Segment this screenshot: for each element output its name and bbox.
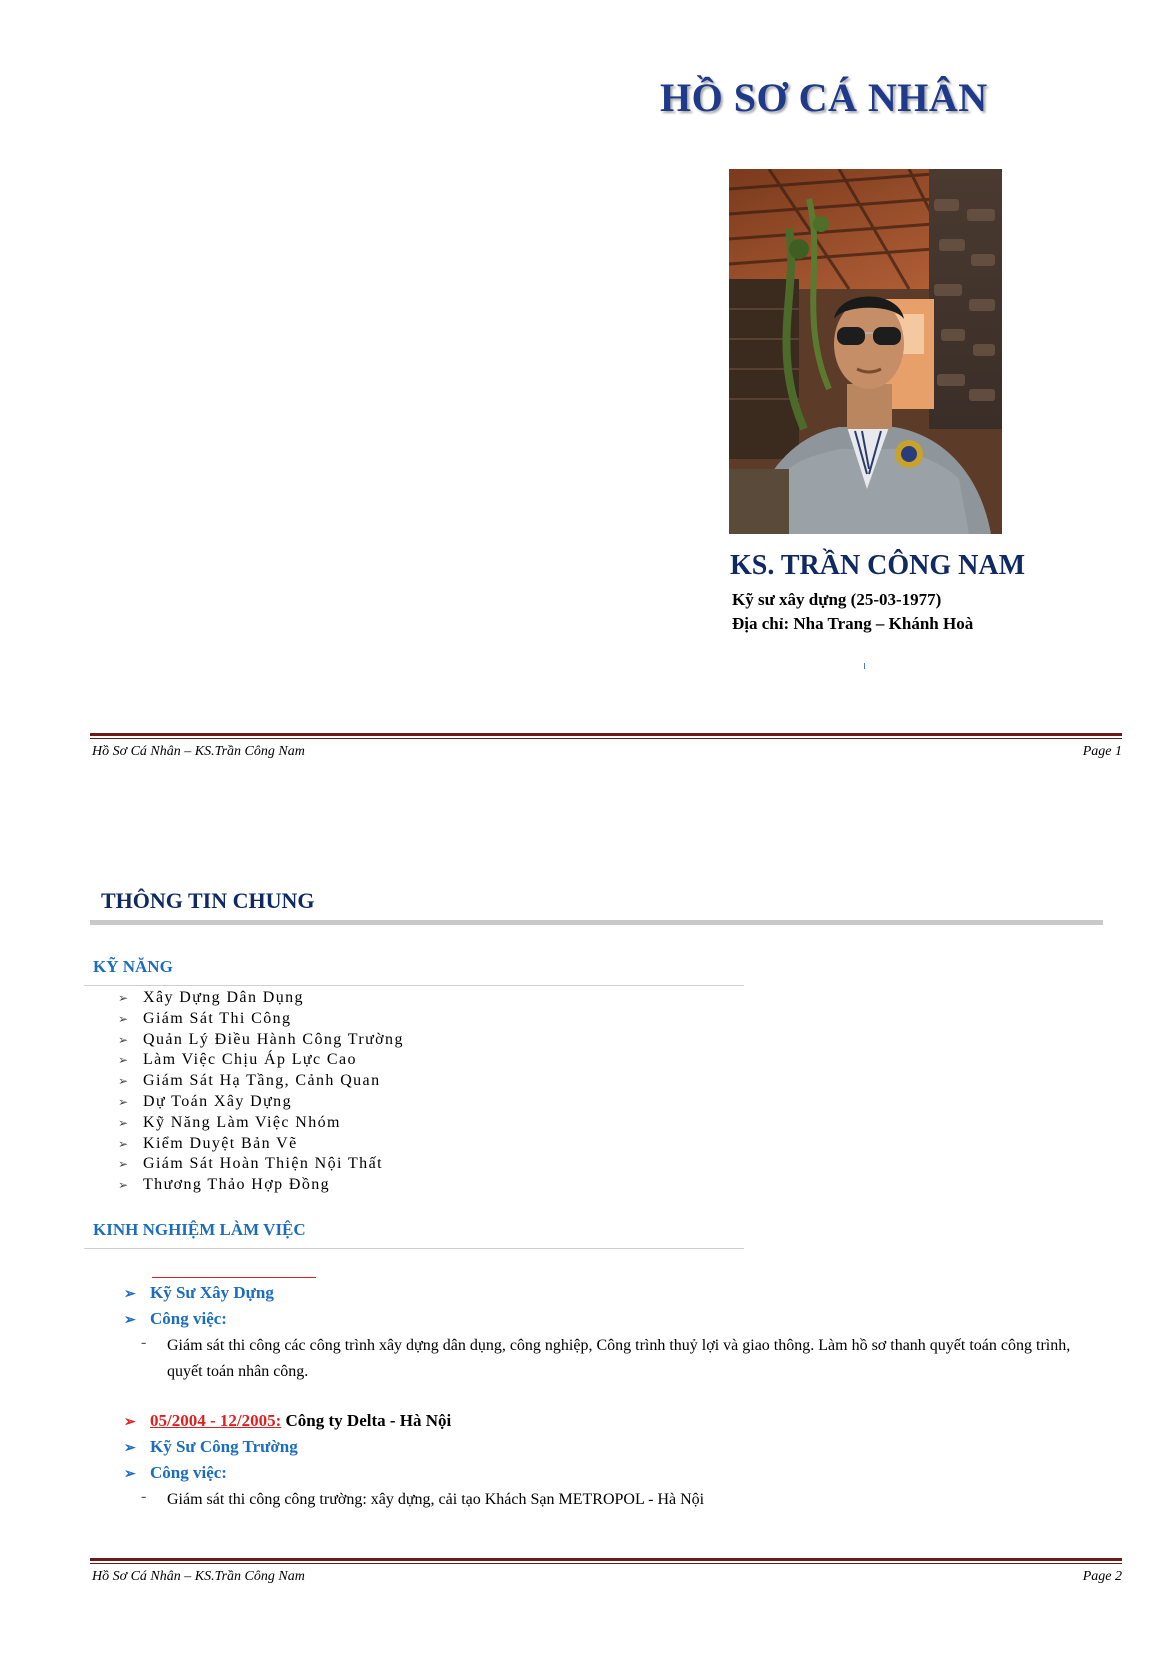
dash-bullet-icon: -: [141, 1488, 147, 1505]
job2-company: Công ty Delta - Hà Nội: [285, 1411, 452, 1430]
arrow-bullet-icon: ➢: [124, 1415, 136, 1430]
arrow-bullet-icon: ➢: [124, 1313, 136, 1328]
skill-item: ➢ Giám Sát Thi Công: [118, 1009, 404, 1030]
footer-page-number: Page 2: [1082, 1569, 1122, 1584]
arrow-bullet-icon: ➢: [118, 1053, 129, 1068]
job2-position: ➢ Kỹ Sư Công Trường: [124, 1437, 298, 1456]
skill-item: ➢ Thương Thảo Hợp Đồng: [118, 1175, 404, 1196]
arrow-bullet-icon: ➢: [118, 1115, 129, 1130]
job1-duty-text: Giám sát thi công các công trình xây dựng dân dụng, công nghiệp, Công trình thuỷ lợi và giao thông. Làm hồ sơ thanh quyết toán công trình, quyết toán nhân công.: [167, 1337, 1071, 1380]
skill-item: ➢ Giám Sát Hạ Tầng, Cảnh Quan: [118, 1071, 404, 1092]
experience-heading: KINH NGHIỆM LÀM VIỆC: [93, 1220, 306, 1239]
arrow-bullet-icon: ➢: [118, 991, 129, 1005]
person-name: KS. TRẦN CÔNG NAM: [730, 550, 1026, 581]
footer-document-name: Hồ Sơ Cá Nhân – KS.Trần Công Nam: [92, 744, 305, 759]
skill-item: ➢ Quản Lý Điều Hành Công Trường: [118, 1030, 404, 1051]
role-birthdate: Kỹ sư xây dựng (25-03-1977): [732, 590, 942, 609]
skill-item: ➢ Dự Toán Xây Dựng: [118, 1092, 404, 1113]
text-cursor-mark: [864, 663, 865, 669]
arrow-bullet-icon: ➢: [118, 1032, 129, 1047]
skills-list: [118, 988, 404, 1196]
footer-rule-thin: [90, 738, 1122, 739]
experience-divider: [84, 1248, 744, 1249]
arrow-bullet-icon: ➢: [124, 1441, 136, 1456]
job2-duties-label: ➢ Công việc:: [124, 1463, 227, 1482]
section-divider: [90, 920, 1103, 925]
document-title: HỒ SƠ CÁ NHÂN: [660, 75, 988, 120]
arrow-bullet-icon: ➢: [118, 1157, 129, 1172]
arrow-bullet-icon: ➢: [118, 1094, 129, 1109]
footer-page-number: Page 1: [1082, 744, 1122, 759]
arrow-bullet-icon: ➢: [118, 1011, 129, 1026]
footer-rule-thin: [90, 1563, 1122, 1564]
address-line: Địa chỉ: Nha Trang – Khánh Hoà: [732, 614, 974, 633]
arrow-bullet-icon: ➢: [124, 1287, 136, 1302]
job1-position: ➢ Kỹ Sư Xây Dựng: [124, 1283, 274, 1302]
job1-duties-label: ➢ Công việc:: [124, 1309, 227, 1328]
skill-item: ➢ Xây Dựng Dân Dụng: [118, 988, 404, 1009]
section-title: THÔNG TIN CHUNG: [101, 888, 315, 913]
dash-bullet-icon: -: [141, 1334, 147, 1351]
skills-divider: [84, 985, 744, 986]
skills-heading: KỸ NĂNG: [93, 957, 173, 976]
skill-item: ➢ Kỹ Năng Làm Việc Nhóm: [118, 1113, 404, 1134]
skill-item: ➢ Giám Sát Hoàn Thiện Nội Thất: [118, 1154, 404, 1175]
profile-photo: [729, 169, 1002, 534]
job2-date: 05/2004 - 12/2005:: [150, 1411, 282, 1430]
arrow-bullet-icon: ➢: [124, 1467, 136, 1482]
arrow-bullet-icon: ➢: [118, 1136, 129, 1151]
footer-document-name: Hồ Sơ Cá Nhân – KS.Trần Công Nam: [92, 1569, 305, 1584]
red-underline-mark: [152, 1277, 316, 1278]
skill-item: ➢ Làm Việc Chịu Áp Lực Cao: [118, 1050, 404, 1071]
arrow-bullet-icon: ➢: [118, 1178, 129, 1193]
job2-duty-text: Giám sát thi công công trường: xây dựng, cải tạo Khách Sạn METROPOL - Hà Nội: [167, 1491, 705, 1508]
arrow-bullet-icon: ➢: [118, 1074, 129, 1089]
skill-item: ➢ Kiểm Duyệt Bản Vẽ: [118, 1134, 404, 1155]
footer-rule: [90, 1558, 1122, 1561]
job2-header: [124, 1411, 451, 1431]
footer-rule: [90, 733, 1122, 736]
